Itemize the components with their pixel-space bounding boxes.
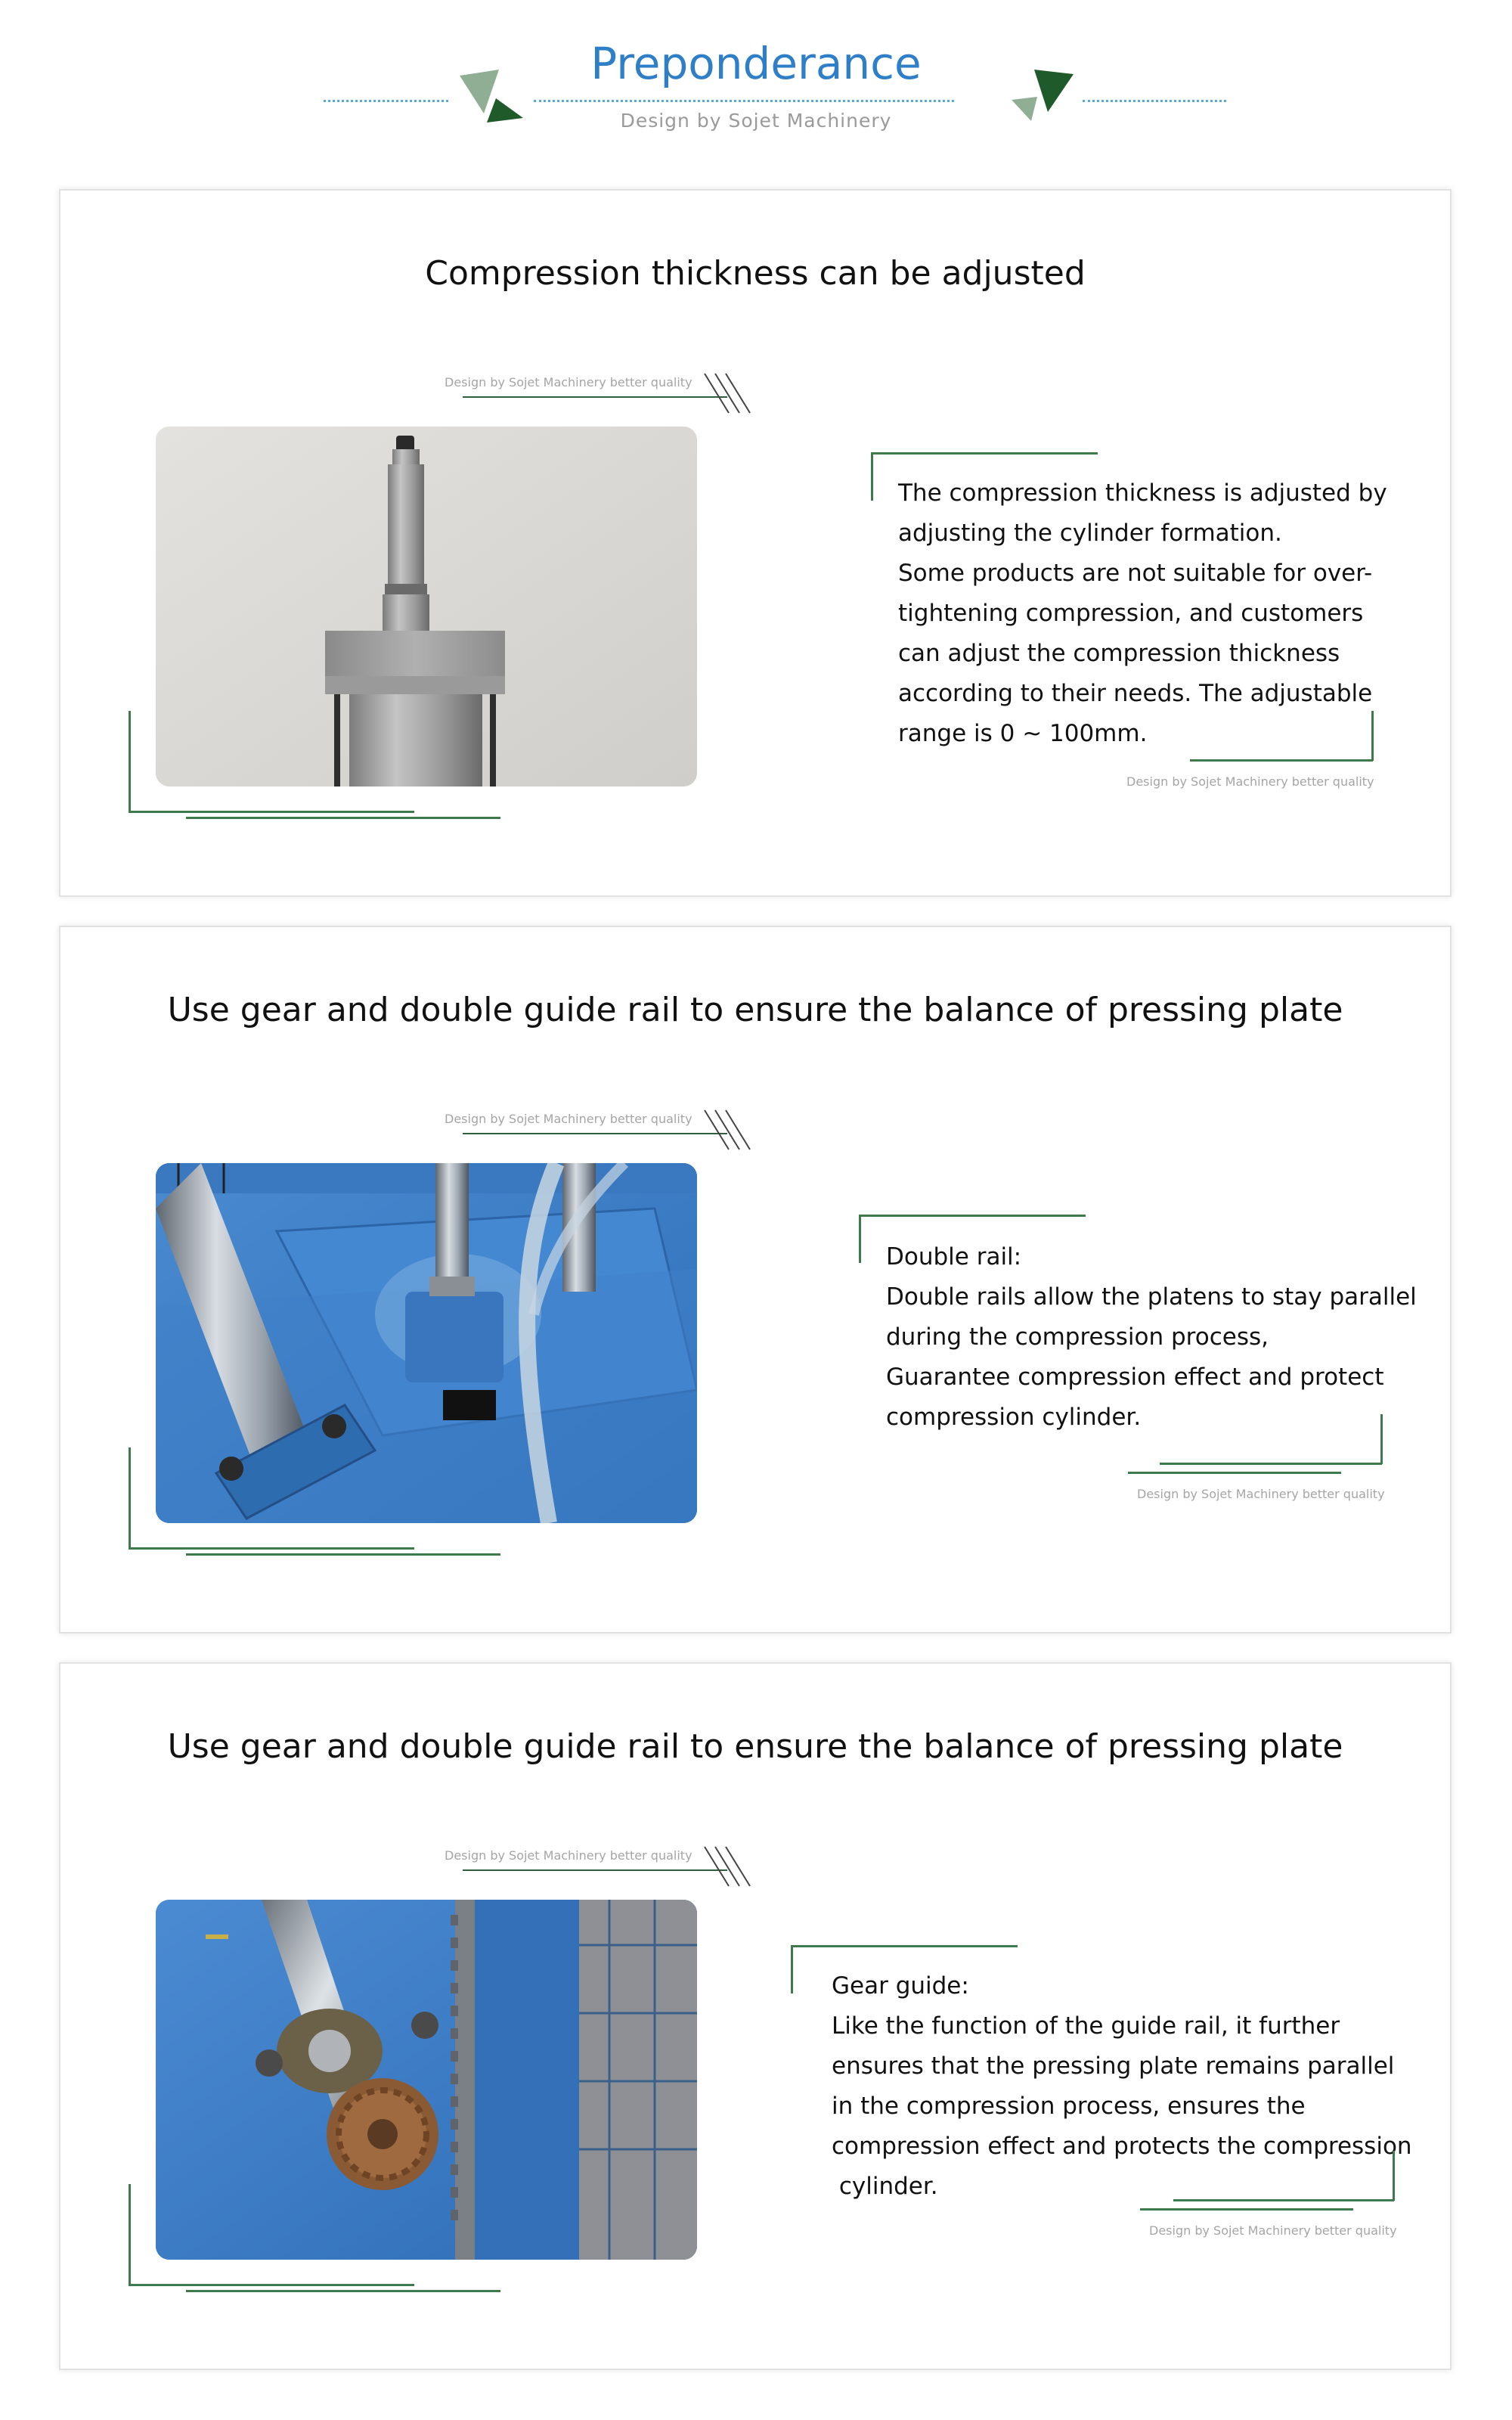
section-description	[886, 1237, 1445, 1438]
watermark-underline	[463, 396, 727, 398]
watermark-text: Design by Sojet Machinery better quality	[445, 1848, 692, 1863]
description-line: can adjust the compression thickness	[898, 640, 1340, 667]
watermark-text: Design by Sojet Machinery better quality	[445, 375, 692, 389]
watermark-text: Design by Sojet Machinery better quality	[1126, 774, 1374, 789]
watermark-text: Design by Sojet Machinery better quality	[445, 1112, 692, 1126]
section-title: Use gear and double guide rail to ensure the balance of pressing plate	[167, 991, 1343, 1029]
description-line: according to their needs. The adjustable	[898, 680, 1373, 707]
description-line: cylinder.	[832, 2173, 938, 2200]
double-rail-photo	[156, 1163, 697, 1523]
image-frame-vertical	[129, 1447, 131, 1549]
text-frame-bottom	[1173, 2199, 1394, 2201]
header-center-dotted-line	[534, 100, 954, 102]
watermark-underline	[463, 1869, 727, 1871]
feature-card-compression	[59, 189, 1452, 897]
text-frame-top	[859, 1215, 1086, 1217]
image-frame-bottom	[129, 811, 414, 813]
description-line: Guarantee compression effect and protect	[886, 1364, 1384, 1391]
description-line: ensures that the pressing plate remains parallel	[832, 2052, 1395, 2080]
text-frame-top	[871, 452, 1098, 455]
description-line: compression cylinder.	[886, 1404, 1142, 1431]
slash-lines-icon	[703, 1845, 756, 1888]
watermark-text: Design by Sojet Machinery better quality	[1149, 2223, 1397, 2238]
text-frame-right	[1371, 711, 1374, 761]
description-line: in the compression process, ensures the	[832, 2093, 1306, 2120]
image-frame-vertical	[129, 711, 131, 812]
text-frame-left	[859, 1215, 861, 1263]
description-line: range is 0 ~ 100mm.	[898, 720, 1148, 747]
text-frame-top	[791, 1945, 1018, 1947]
description-line: Double rails allow the platens to stay parallel	[886, 1283, 1417, 1311]
text-frame-left	[871, 452, 873, 501]
image-frame-bottom-offset	[186, 2290, 500, 2292]
gear-guide-photo	[156, 1900, 697, 2260]
page-subtitle: Design by Sojet Machinery	[620, 110, 892, 132]
text-frame-left	[791, 1945, 793, 1993]
text-frame-bottom	[1190, 759, 1373, 762]
watermark-text: Design by Sojet Machinery better quality	[1137, 1487, 1385, 1501]
description-line: Some products are not suitable for over-	[898, 560, 1373, 587]
cylinder-photo	[156, 427, 697, 786]
page-title: Preponderance	[590, 38, 922, 89]
feature-card-double-rail	[59, 926, 1452, 1634]
section-description	[898, 473, 1412, 754]
header-left-dotted-line	[324, 100, 448, 102]
text-frame-bottom	[1160, 1463, 1382, 1465]
image-frame-bottom-offset	[186, 817, 500, 819]
text-frame-bottom-offset	[1128, 1472, 1341, 1474]
image-frame-vertical	[129, 2184, 131, 2285]
feature-card-gear-guide	[59, 1662, 1452, 2370]
text-frame-right	[1393, 2151, 1395, 2201]
header-right-triangle-icon	[1004, 70, 1080, 124]
description-line: Double rail:	[886, 1243, 1022, 1270]
section-description	[832, 1966, 1436, 2207]
description-line: during the compression process,	[886, 1323, 1269, 1351]
description-line: adjusting the cylinder formation.	[898, 520, 1282, 547]
description-line: Like the function of the guide rail, it further	[832, 2012, 1340, 2040]
image-frame-bottom-offset	[186, 1553, 500, 1556]
text-frame-right	[1380, 1414, 1383, 1464]
image-frame-bottom	[129, 2284, 414, 2286]
header-right-dotted-line	[1083, 100, 1226, 102]
slash-lines-icon	[703, 372, 756, 414]
description-line: tightening compression, and customers	[898, 600, 1364, 627]
watermark-underline	[463, 1133, 727, 1134]
section-title: Compression thickness can be adjusted	[425, 254, 1086, 293]
description-line: Gear guide:	[832, 1972, 969, 2000]
slash-lines-icon	[703, 1109, 756, 1151]
image-frame-bottom	[129, 1547, 414, 1550]
section-title: Use gear and double guide rail to ensure the balance of pressing plate	[167, 1727, 1343, 1766]
text-frame-bottom-offset	[1140, 2208, 1353, 2211]
description-line: The compression thickness is adjusted by	[898, 479, 1387, 507]
description-line: compression effect and protects the compression	[832, 2133, 1412, 2160]
